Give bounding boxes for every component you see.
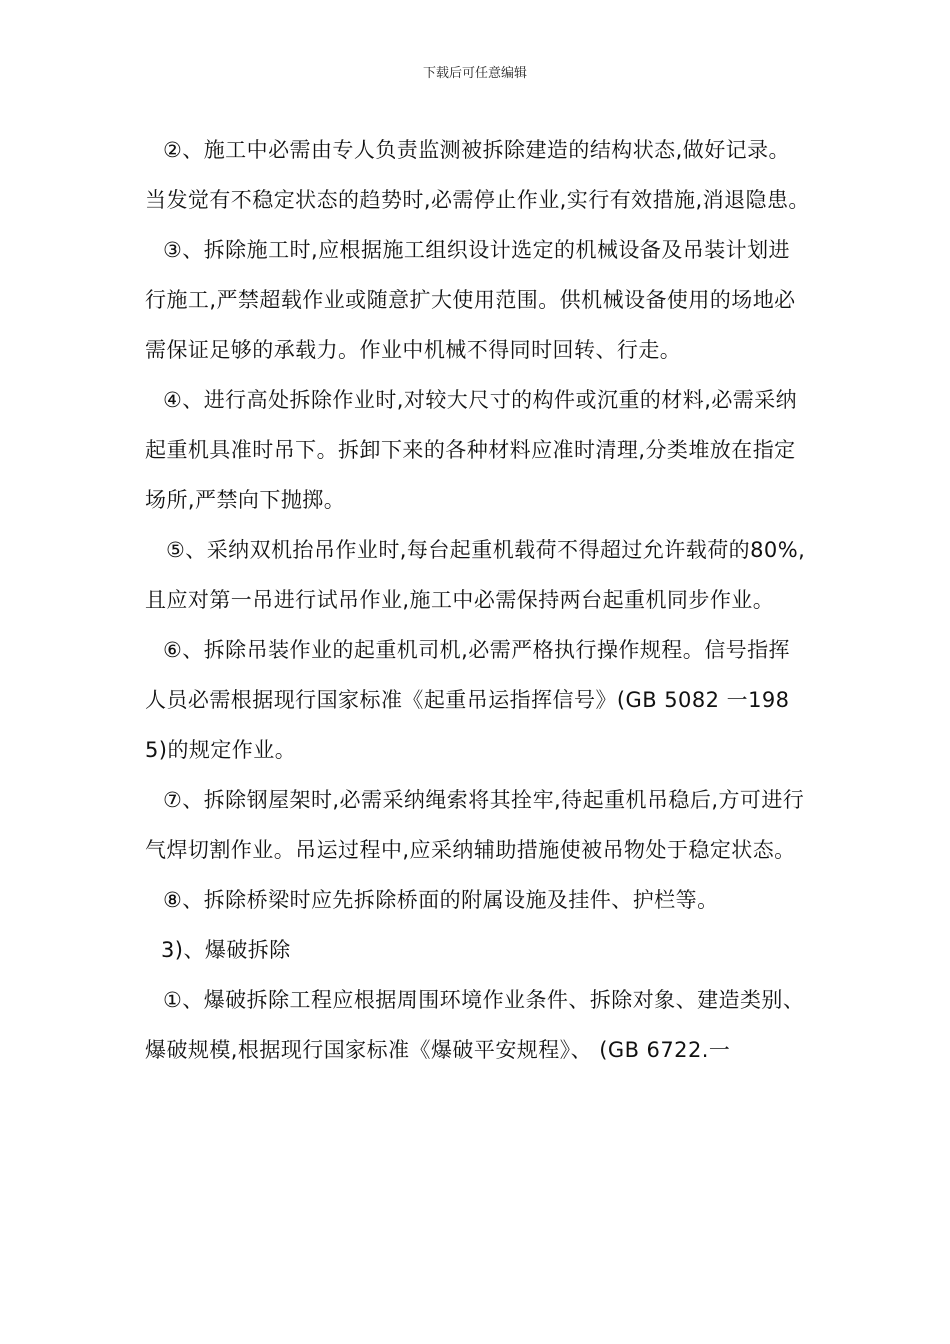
section-heading-blasting: 3)、爆破拆除 [161, 938, 291, 962]
paragraph-item-7: ⑦、拆除钢屋架时,必需采纳绳索将其拴牢,待起重机吊稳后,方可进行气焊切割作业。吊运过程中,应采纳辅助措施使被吊物处于稳定状态。 [145, 788, 805, 862]
paragraph-item-2: ②、施工中必需由专人负责监测被拆除建造的结构状态,做好记录。当发觉有不稳定状态的趋势时,必需停止作业,实行有效措施,消退隐患。 [145, 138, 810, 212]
page-header: 下载后可任意编辑 [422, 66, 527, 81]
document-body [145, 125, 810, 1075]
paragraph-item-1: ①、爆破拆除工程应根据周围环境作业条件、拆除对象、建造类别、爆破规模,根据现行国家标准《爆破平安规程》、 (GB 6722.一 [145, 988, 805, 1062]
paragraph-item-8: ⑧、拆除桥梁时应先拆除桥面的附属设施及挂件、护栏等。 [163, 888, 719, 912]
paragraph-item-4: ④、进行高处拆除作业时,对较大尺寸的构件或沉重的材料,必需采纳起重机具准时吊下。拆卸下来的各种材料应准时清理,分类堆放在指定场所,严禁向下抛掷。 [145, 388, 798, 512]
paragraph-item-6: ⑥、拆除吊装作业的起重机司机,必需严格执行操作规程。信号指挥人员必需根据现行国家标准《起重吊运指挥信号》(GB 5082 一1985)的规定作业。 [145, 638, 790, 762]
paragraph-item-5: ⑤、采纳双机抬吊作业时,每台起重机载荷不得超过允许载荷的80%,且应对第一吊进行试吊作业,施工中必需保持两台起重机同步作业。 [145, 538, 806, 612]
paragraph-item-3: ③、拆除施工时,应根据施工组织设计选定的机械设备及吊装计划进行施工,严禁超载作业或随意扩大使用范围。供机械设备使用的场地必需保证足够的承载力。作业中机械不得同时回转、行走。 [145, 238, 796, 362]
